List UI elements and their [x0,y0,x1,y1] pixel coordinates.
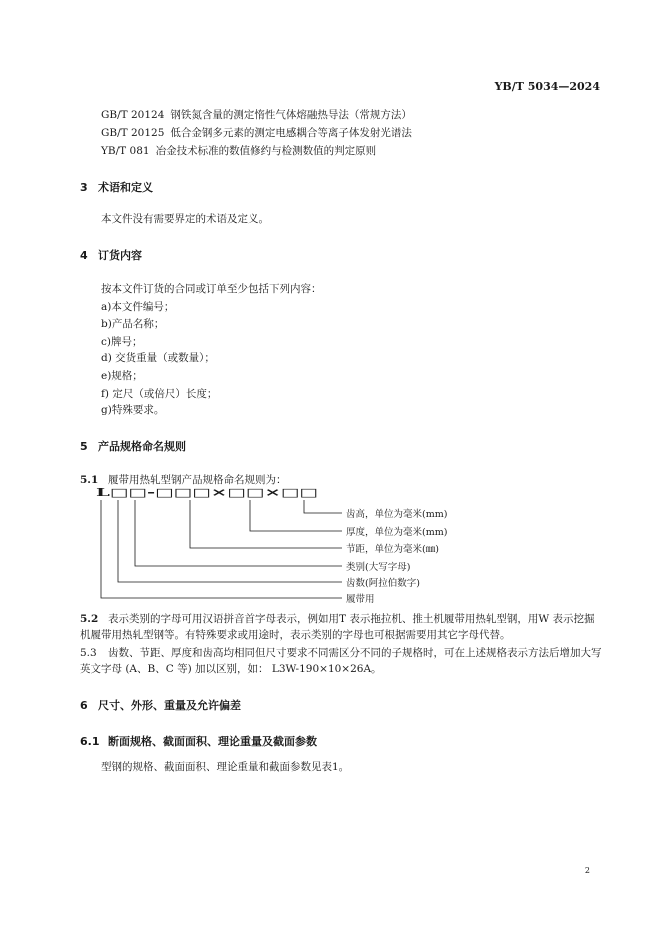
connector-tooth-height [304,500,342,513]
document-id: YB/T 5034—2024 [494,80,600,93]
clause-5-2 [80,611,602,643]
clause-number: 6.1 [80,735,100,748]
connector-track [101,500,342,598]
clause-number: 5.3 [80,647,97,659]
connector-pitch [190,500,342,548]
clause-text: 表示类别的字母可用汉语拼音首字母表示，例如用T 表示拖拉机、推土机履带用热轧型钢，用W 表示挖掘机履带用热轧型钢等。有特殊要求或用途时，表示类别的字母也可根据需要用其它字母代替。 [80,613,595,641]
section-title: 尺寸、外形、重量及允许偏差 [98,699,241,712]
order-item: g)特殊要求。 [101,404,165,416]
clause-5-3 [80,645,602,677]
connector-tooth-count [118,500,342,582]
reference-code: GB/T 20124 [101,109,165,121]
section-3-body: 本文件没有需要界定的术语及定义。 [101,213,269,225]
label-tooth-height: 齿高，单位为毫米(mm) [346,509,448,520]
order-item: a)本文件编号； [101,301,175,313]
label-tooth-count: 齿数(阿拉伯数字) [346,578,420,589]
clause-6-1-heading [80,733,317,749]
reference-title: 钢铁氮含量的测定惰性气体熔融热导法（常规方法） [170,109,412,121]
clause-6-1-body: 型钢的规格、截面面积、理论重量和截面参数见表1。 [101,761,350,773]
clause-number: 5.1 [80,474,99,486]
connector-category [135,500,342,566]
clause-text: 齿数、节距、厚度和齿高均相同但尺寸要求不同需区分不同的子规格时，可在上述规格表示方法后增加大写英文字母 (A、B、C 等) 加以区别，如： L3W-190×10×26A。 [80,647,602,675]
label-category: 类别(大写字母) [346,562,411,573]
label-track-use: 履带用 [346,594,375,605]
section-number: 4 [80,249,88,262]
clause-text: 履带用热轧型钢产品规格命名规则为： [108,474,287,486]
section-6-heading [80,697,241,713]
page-number: 2 [584,866,590,875]
reference-code: GB/T 20125 [101,127,165,139]
order-item: c)牌号； [101,336,143,348]
section-number: 5 [80,440,88,453]
order-item: f) 定尺（或倍尺）长度； [101,388,218,400]
section-title: 术语和定义 [98,181,153,194]
order-item: d) 交货重量（或数量）； [101,352,215,364]
connector-thickness [250,500,342,531]
naming-code: L□□-□□□×□□×□□ [96,486,318,499]
section-4-intro: 按本文件订货的合同或订单至少包括下列内容： [101,283,322,295]
section-title: 订货内容 [98,249,142,262]
section-number: 3 [80,181,88,194]
clause-number: 5.2 [80,613,99,625]
order-item: e)规格； [101,370,143,382]
label-pitch: 节距，单位为毫米(㎜) [346,544,439,555]
reference-code: YB/T 081 [101,145,150,157]
order-item: b)产品名称； [101,318,165,330]
label-thickness: 厚度，单位为毫米(mm) [346,527,448,538]
reference-title: 冶金技术标准的数值修约与检测数值的判定原则 [155,145,377,157]
reference-title: 低合金钢多元素的测定电感耦合等离子体发射光谱法 [170,127,412,139]
clause-title: 断面规格、截面面积、理论重量及截面参数 [108,735,317,748]
section-number: 6 [80,699,88,712]
section-title: 产品规格命名规则 [98,440,186,453]
